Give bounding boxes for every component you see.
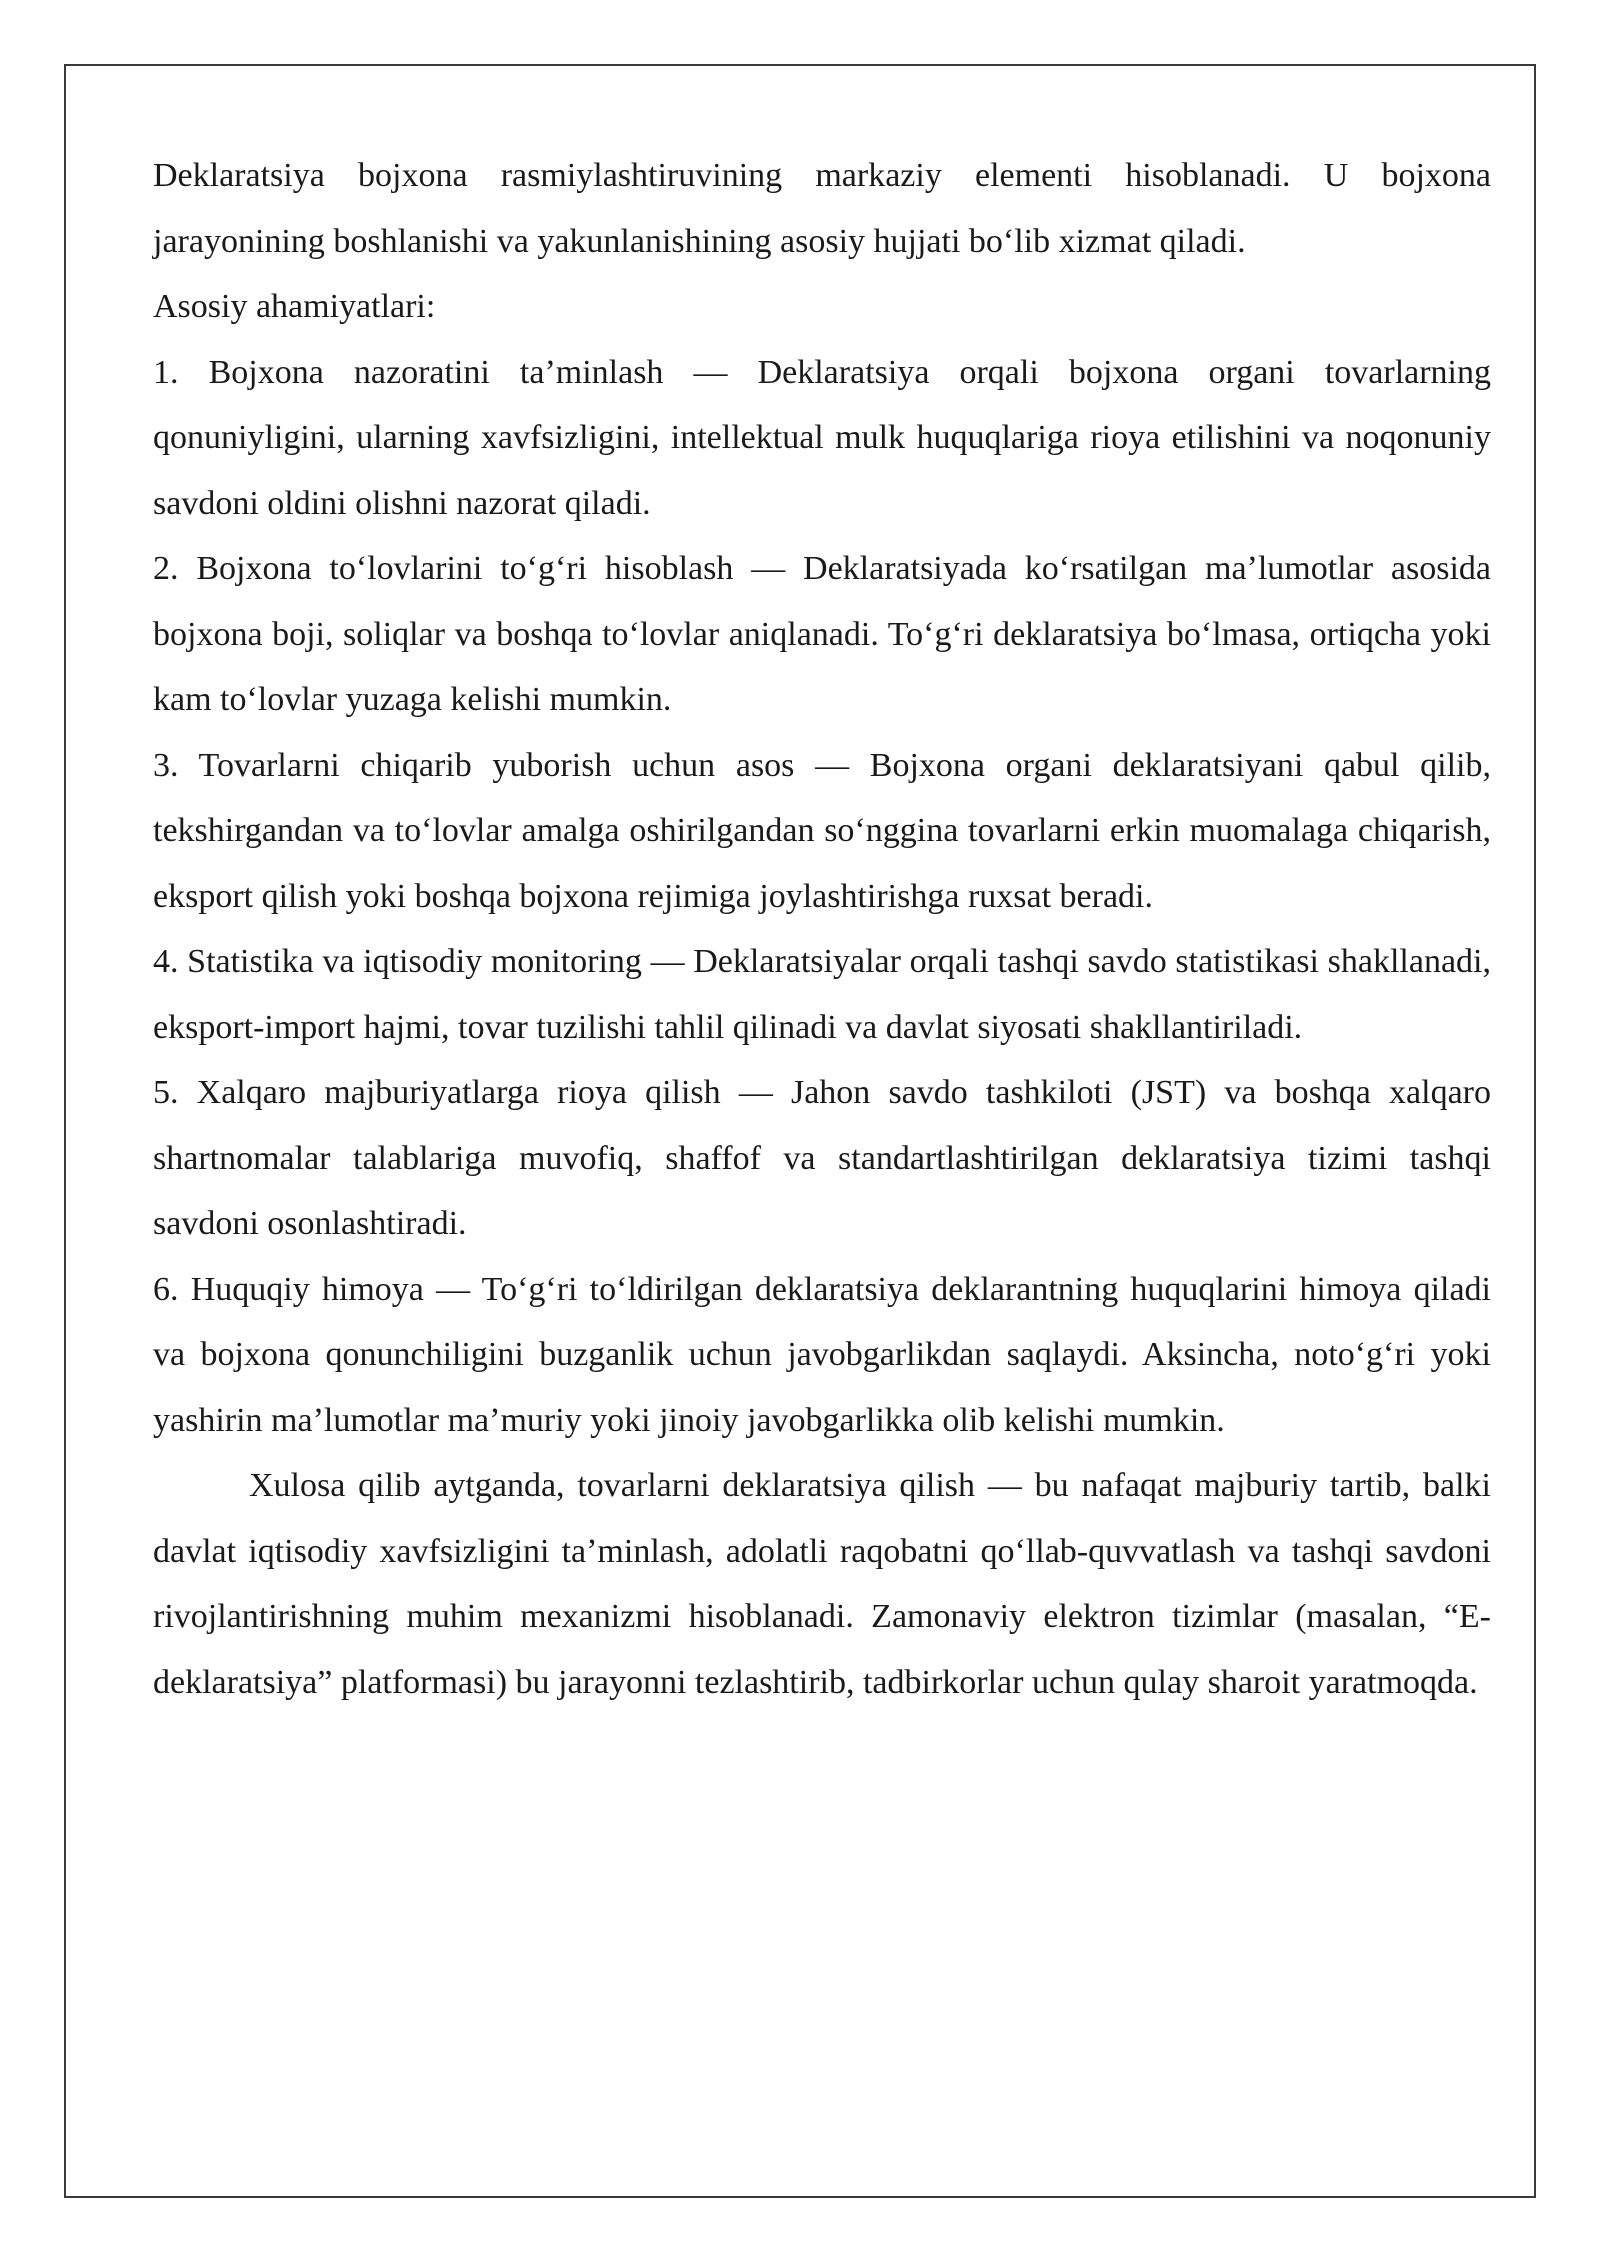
conclusion-paragraph: Xulosa qilib aytganda, tovarlarni deklaratsiya qilish — bu nafaqat majburiy tartib, balki davlat iqtisodiy xavfsizligini taʼminlash, adolatli raqobatni qoʻllab-quvvatlash va tashqi savdoni rivojlantirishning muhim mexanizmi hisoblanadi. Zamonaviy elektron tizimlar (masalan, “E-deklaratsiya” platformasi) bu jarayonni tezlashtirib, tadbirkorlar uchun qulay sharoit yaratmoqda. <box>153 1467 1491 1701</box>
document-body <box>153 143 1491 1715</box>
intro-paragraph: Deklaratsiya bojxona rasmiylashtiruvining markaziy elementi hisoblanadi. U bojxona jarayonining boshlanishi va yakunlanishining asosiy hujjati boʻlib xizmat qiladi. <box>153 157 1491 260</box>
list-item: 6. Huquqiy himoya — Toʻgʻri toʻldirilgan deklaratsiya deklarantning huquqlarini himoya qiladi va bojxona qonunchiligini buzganlik uchun javobgarlikdan saqlaydi. Aksincha, notoʻgʻri yoki yashirin maʼlumotlar maʼmuriy yoki jinoiy javobgarlikka olib kelishi mumkin. <box>153 1270 1491 1439</box>
list-item: 3. Tovarlarni chiqarib yuborish uchun asos — Bojxona organi deklaratsiyani qabul qilib, tekshirgandan va toʻlovlar amalga oshirilgandan soʻnggina tovarlarni erkin muomalaga chiqarish, eksport qilish yoki boshqa bojxona rejimiga joylashtirishga ruxsat beradi. <box>153 746 1491 915</box>
list-item: 1. Bojxona nazoratini taʼminlash — Deklaratsiya orqali bojxona organi tovarlarning qonuniyligini, ularning xavfsizligini, intellektual mulk huquqlariga rioya etilishini va noqonuniy savdoni oldini olishni nazorat qiladi. <box>153 353 1491 522</box>
list-item: 2. Bojxona toʻlovlarini toʻgʻri hisoblash — Deklaratsiyada koʻrsatilgan maʼlumotlar asosida bojxona boji, soliqlar va boshqa toʻlovlar aniqlanadi. Toʻgʻri deklaratsiya boʻlmasa, ortiqcha yoki kam toʻlovlar yuzaga kelishi mumkin. <box>153 550 1491 718</box>
list-item: 5. Xalqaro majburiyatlarga rioya qilish — Jahon savdo tashkiloti (JST) va boshqa xalqaro shartnomalar talablariga muvofiq, shaffof va standartlashtirilgan deklaratsiya tizimi tashqi savdoni osonlashtiradi. <box>153 1074 1491 1242</box>
list-heading: Asosiy ahamiyatlari: <box>153 288 436 325</box>
list-item: 4. Statistika va iqtisodiy monitoring — Deklaratsiyalar orqali tashqi savdo statistikasi shakllanadi, eksport-import hajmi, tovar tuzilishi tahlil qilinadi va davlat siyosati shakllantiriladi. <box>153 943 1491 1046</box>
